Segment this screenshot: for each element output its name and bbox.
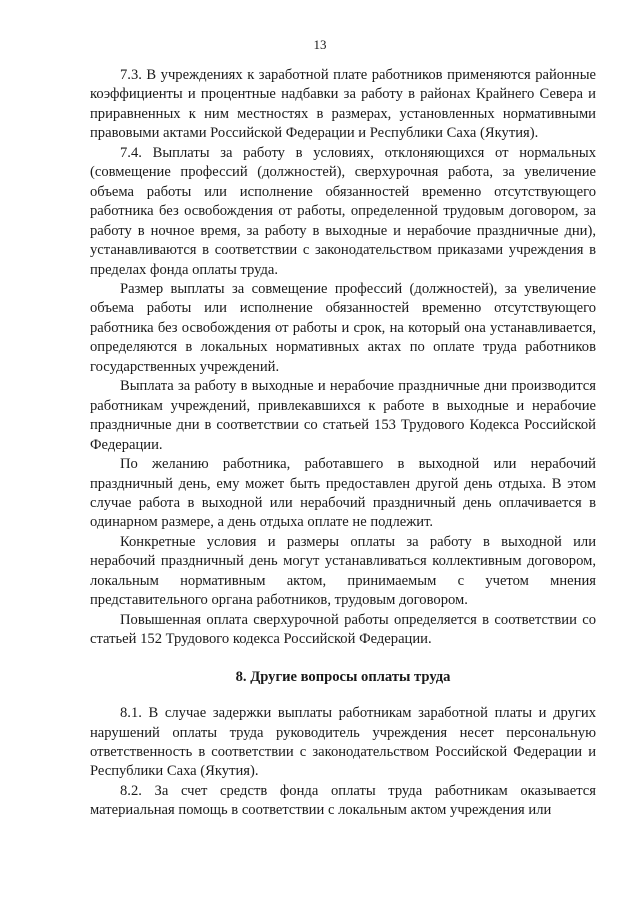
section-heading: 8. Другие вопросы оплаты труда [235, 668, 451, 685]
document-body [90, 66, 596, 821]
paragraph-8-2: 8.2. За счет средств фонда оплаты труда работникам оказывается материальная помощь в соответствии с локальным актом учреждения или [90, 782, 596, 819]
paragraph-overtime: Повышенная оплата сверхурочной работы определяется в соответствии со статьей 152 Трудового кодекса Российской Федерации. [90, 611, 596, 648]
page-number: 13 [313, 37, 327, 52]
paragraph-holiday-pay: Выплата за работу в выходные и нерабочие праздничные дни производится работникам учреждений, привлекавшихся к работе в выходные и нерабочие праздничные дни в соответствии со статьей 153 Трудового Кодекса Российской Федерации. [90, 378, 596, 453]
paragraph-8-1: 8.1. В случае задержки выплаты работникам заработной платы и других нарушений оплаты труда руководитель учреждения несет персональную ответственность в соответствии с законодательством Российской Федерации и Республики Саха (Якутия). [90, 705, 596, 780]
paragraph-7-3: 7.3. В учреждениях к заработной плате работников применяются районные коэффициенты и процентные надбавки за работу в районах Крайнего Севера и приравненных к ним местностях в размерах, установленных нормативными правовыми актами Российской Федерации и Республики Саха (Якутия). [90, 67, 596, 142]
paragraph-combination-pay: Размер выплаты за совмещение профессий (должностей), за увеличение объема работы или исполнение обязанностей временно отсутствующего работника без освобождения от работы и срок, на который она устанавливается, определяются в локальных нормативных актах по оплате труда работников государственных учреждений. [90, 280, 596, 375]
paragraph-day-off: По желанию работника, работавшего в выходной или нерабочий праздничный день, ему может быть предоставлен другой день отдыха. В этом случае работа в выходной или нерабочий праздничный день оплачивается в одинарном размере, а день отдыха оплате не подлежит. [90, 456, 596, 531]
paragraph-7-4: 7.4. Выплаты за работу в условиях, отклоняющихся от нормальных (совмещение профессий (должностей), сверхурочная работа, за увеличение объема работы или исполнение обязанностей временно отсутствующего работника без освобождения от работы, определенной трудовым договором, за работу в ночное время, за работу в выходные и нерабочие праздничные дни), устанавливаются в соответствии с законодательством приказами учреждения в пределах фонда оплаты труда. [90, 144, 596, 278]
paragraph-conditions: Конкретные условия и размеры оплаты за работу в выходной или нерабочий праздничный день могут устанавливаться коллективным договором, локальным нормативным актом, принимаемым с учетом мнения представительного органа работников, трудовым договором. [90, 533, 596, 609]
